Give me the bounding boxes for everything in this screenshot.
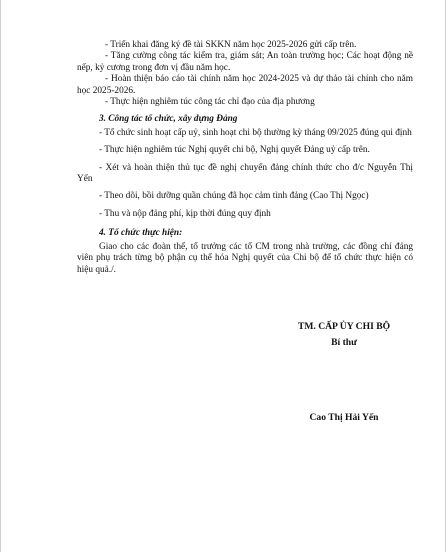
party-task-item: - Tổ chức sinh hoạt cấp uỷ, sinh hoạt chi bộ thường kỳ tháng 09/2025 đúng qui định <box>99 127 412 138</box>
party-task-item: - Theo dõi, bồi dưỡng quần chúng đã học cảm tình đảng (Cao Thị Ngọc) <box>99 191 369 202</box>
task-item: - Tăng cường công tác kiểm tra, giám sát; An toàn trường học; Các hoạt động nề nếp, kỷ cương trong đơn vị đầu năm học. <box>77 51 413 73</box>
task-item: - Thực hiện nghiêm túc công tác chỉ đạo của địa phương <box>105 97 315 108</box>
task-item: - Triển khai đăng ký đề tài SKKN năm học 2025-2026 gửi cấp trên. <box>105 40 357 50</box>
signature-title: Bí thư <box>331 337 357 348</box>
implementation-paragraph: Giao cho các đoàn thể, tổ trưởng các tổ CM trong nhà trường, các đồng chí đảng viên phụ trách từng bộ phận cụ thể hóa Nghị quyết của Chi bộ để tổ chức thực hiện có hiệu quả./. <box>77 241 413 275</box>
party-task-item: - Thực hiện nghiêm túc Nghị quyết chi bộ, Nghị quyết Đảng uỷ cấp trên. <box>99 145 370 156</box>
task-item: - Hoàn thiện báo cáo tài chính năm học 2024-2025 và dự thảo tài chính cho năm học 2025-2026. <box>77 74 413 96</box>
document-body <box>77 40 413 276</box>
signature-name: Cao Thị Hải Yến <box>309 412 379 423</box>
section-4-heading: 4. Tổ chức thực hiện: <box>99 228 183 239</box>
party-task-item: - Xét và hoàn thiện thủ tục đề nghị chuyển đảng chính thức cho đ/c Nguyễn Thị Yến <box>77 162 413 185</box>
section-3-heading: 3. Công tác tổ chức, xây dựng Đảng <box>99 114 238 125</box>
signature-org: TM. CẤP ỦY CHI BỘ <box>297 321 391 332</box>
party-task-item: - Thu và nộp đảng phí, kịp thời đúng quy định <box>99 208 271 219</box>
